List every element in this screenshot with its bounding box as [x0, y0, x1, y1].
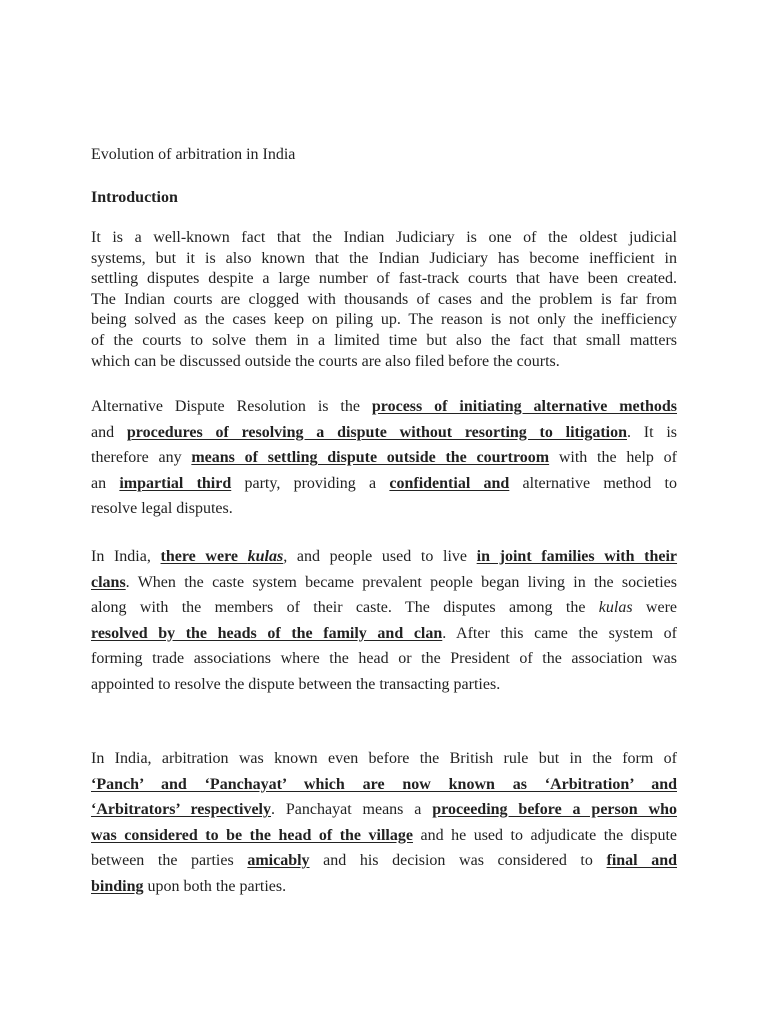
italic-term: kulas: [598, 599, 633, 616]
text-run: . After this came the system of: [442, 624, 678, 642]
text-run: along with the members of their caste. The disputes among the: [91, 599, 599, 616]
paragraph-line: [91, 874, 677, 900]
paragraph-line: [91, 595, 677, 621]
paragraph-line: which can be discussed outside the courts are also filed before the courts.: [91, 352, 560, 370]
underlined-phrase: clans: [91, 573, 126, 591]
underlined-phrase: resolved by the heads of the family and clan: [91, 624, 443, 642]
underlined-phrase: procedures of resolving a dispute without resorting to litigation: [126, 423, 627, 441]
underlined-phrase: binding: [91, 877, 144, 895]
text-run: party, providing a: [231, 474, 390, 492]
paragraph-line: [91, 420, 677, 446]
text-run: . It is: [627, 423, 677, 441]
paragraph-line: [91, 621, 677, 647]
paragraph-line: resolve legal disputes.: [91, 500, 233, 517]
underlined-phrase: process of initiating alternative methods: [371, 398, 677, 415]
underlined-phrase: ‘Panch’ and ‘Panchayat’ which are now known as ‘Arbitration’ and: [91, 775, 677, 793]
underlined-phrase: was considered to be the head of the village: [91, 826, 413, 844]
section-heading-introduction: Introduction: [91, 189, 178, 206]
text-run: and: [91, 423, 127, 441]
paragraph-line: being solved as the cases keep on piling up. The reason is not only the inefficiency: [91, 311, 677, 329]
paragraph-line: of the courts to solve them in a limited time but also the fact that small matters: [91, 331, 677, 349]
text-run: and his decision was considered to: [309, 852, 607, 869]
text-run: therefore any: [91, 449, 192, 466]
paragraph-line: In India, arbitration was known even before the British rule but in the form of: [91, 750, 677, 767]
document-title: Evolution of arbitration in India: [91, 146, 296, 163]
underlined-phrase: impartial third: [119, 474, 232, 492]
paragraph-line: [91, 848, 677, 874]
text-run: alternative method to: [509, 474, 677, 492]
paragraph-line: systems, but it is also known that the Indian Judiciary has become inefficient in: [91, 249, 677, 267]
paragraph-line: [91, 394, 677, 420]
text-run: were: [632, 599, 677, 616]
paragraph-line: [91, 772, 677, 798]
paragraph-line: [91, 471, 677, 497]
paragraph-2: [91, 394, 677, 522]
underlined-phrase: in joint families with their: [476, 548, 678, 565]
paragraph-line: The Indian courts are clogged with thousands of cases and the problem is far from: [91, 290, 677, 308]
text-run: . Panchayat means a: [271, 801, 433, 818]
paragraph-line: [91, 823, 677, 849]
text-run: and he used to adjudicate the dispute: [412, 826, 677, 844]
text-run: . When the caste system became prevalent people began living in the societies: [125, 573, 677, 591]
underlined-phrase: ‘Arbitrators’ respectively: [91, 801, 272, 818]
paragraph-line: appointed to resolve the dispute between the transacting parties.: [91, 675, 501, 693]
text-run: between the parties: [91, 852, 248, 869]
paragraph-line: It is a well-known fact that the Indian Judiciary is one of the oldest judicial: [91, 229, 677, 246]
underlined-phrase: proceeding before a person who: [432, 801, 677, 818]
text-run: , and people used to live: [283, 548, 477, 565]
paragraph-4: [91, 746, 677, 899]
underlined-phrase: [161, 548, 284, 565]
paragraph-line: forming trade associations where the head or the President of the association was: [91, 650, 677, 667]
text-run: upon both the parties.: [143, 877, 287, 895]
paragraph-line: [91, 445, 677, 471]
paragraph-line: [91, 544, 677, 570]
underlined-phrase: amicably: [247, 852, 310, 869]
text-run: there were: [160, 548, 248, 565]
paragraph-line: [91, 797, 677, 823]
paragraph-1: [91, 228, 677, 372]
text-run: Alternative Dispute Resolution is the: [91, 398, 372, 415]
underlined-phrase: confidential and: [389, 474, 510, 492]
italic-term: kulas: [247, 548, 284, 565]
text-run: an: [91, 474, 120, 492]
underlined-phrase: final and: [606, 852, 678, 869]
underlined-phrase: means of settling dispute outside the courtroom: [191, 449, 550, 466]
text-run: with the help of: [549, 449, 677, 466]
paragraph-line: [91, 570, 677, 596]
text-run: In India,: [91, 548, 161, 565]
paragraph-line: settling disputes despite a large number of fast-track courts that have been created.: [91, 270, 677, 288]
paragraph-3: [91, 544, 677, 697]
